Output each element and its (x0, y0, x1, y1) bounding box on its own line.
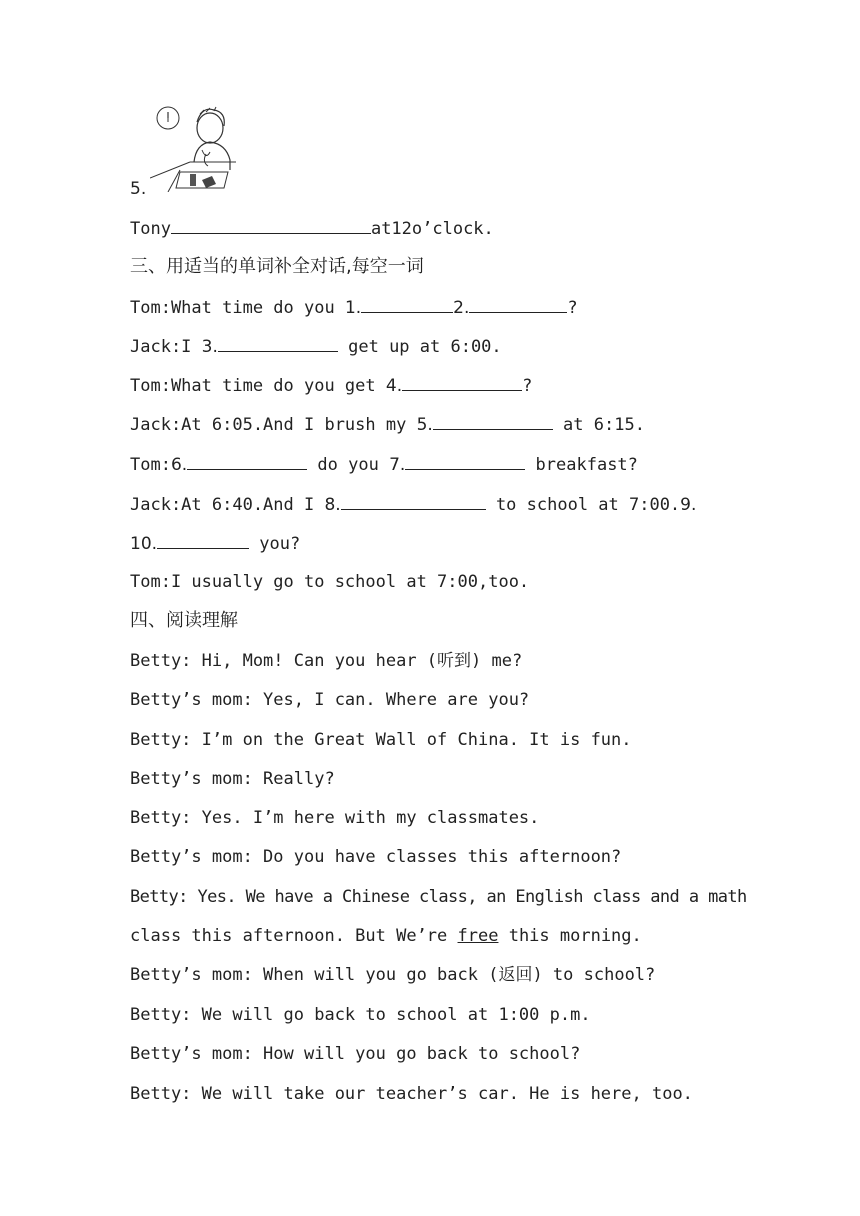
dialogue-text: Tom: (130, 455, 171, 475)
answer-blank-7[interactable] (405, 453, 525, 470)
reading-line-free (130, 925, 642, 947)
answer-blank-2[interactable] (469, 296, 567, 313)
answer-blank-1[interactable] (361, 296, 453, 313)
dialogue-line-3 (130, 374, 532, 397)
dialogue-line-1 (130, 296, 578, 319)
reading-line: Betty’s mom: Yes, I can. Where are you? (130, 690, 530, 710)
answer-blank-6[interactable] (187, 453, 307, 470)
reading-line: Betty: Hi, Mom! Can you hear (听到) me? (130, 651, 523, 671)
dialogue-line-6 (130, 493, 696, 516)
blank-number: 10. (130, 534, 158, 554)
blank-number: 4. (385, 376, 403, 396)
reading-text: this morning. (498, 926, 642, 946)
reading-line: Betty: Yes. I’m here with my classmates. (130, 808, 540, 828)
reading-line: Betty’s mom: Do you have classes this afternoon? (130, 847, 622, 867)
blank-number: 2. (453, 298, 470, 318)
q5-text-end: at12o’clock. (370, 219, 494, 239)
dialogue-text: breakfast? (525, 455, 638, 475)
answer-blank-9-10[interactable] (157, 532, 249, 549)
blank-number: 5. (416, 415, 433, 435)
blank-number: 3. (201, 337, 218, 357)
dialogue-text: Jack:At 6:05.And I brush my (130, 415, 417, 435)
dialogue-text: ? (567, 298, 578, 318)
underlined-word: free (457, 926, 499, 946)
dialogue-text: Tom:What time do you (130, 298, 345, 318)
reading-line: Betty’s mom: How will you go back to school? (130, 1044, 581, 1064)
reading-line: Betty’s mom: Really? (130, 769, 335, 789)
answer-blank-4[interactable] (402, 374, 522, 391)
dialogue-line-7 (130, 532, 300, 555)
dialogue-text: you? (249, 534, 301, 554)
dialogue-text: ? (522, 376, 533, 396)
blank-number: 6. (170, 455, 188, 475)
reading-line: Betty: I’m on the Great Wall of China. It is fun. (130, 730, 632, 750)
dialogue-line-4 (130, 413, 645, 436)
reading-text: class this afternoon. But We’re (130, 926, 458, 946)
dialogue-text: get up at 6:00. (337, 337, 502, 357)
reading-line: Betty: We will go back to school at 1:00 p.m. (130, 1005, 591, 1025)
blank-number: 1. (344, 298, 362, 318)
answer-blank-3[interactable] (218, 335, 338, 352)
reading-line: Betty’s mom: When will you go back (返回) to school? (130, 965, 656, 985)
dialogue-text: do you (307, 455, 390, 475)
dialogue-text: to school at 7:00. (485, 495, 681, 515)
q5-text-start: Tony (130, 219, 171, 239)
dialogue-text: Jack:I (130, 337, 202, 357)
boy-eating-illustration (150, 100, 240, 192)
blank-number: 9. (680, 495, 697, 515)
blank-number: 7. (389, 455, 406, 475)
dialogue-text: Jack:At 6:40.And I (130, 495, 325, 515)
question-5-line (130, 217, 494, 240)
reading-line: Betty: Yes. We have a Chinese class, an English class and a math (130, 887, 747, 907)
section-3-title: 三、用适当的单词补全对话,每空一词 (130, 256, 424, 277)
dialogue-text: at 6:15. (552, 415, 645, 435)
question-number: 5. (130, 179, 147, 199)
dialogue-line-5 (130, 453, 638, 476)
answer-blank-5[interactable] (433, 413, 553, 430)
dialogue-line-8: Tom:I usually go to school at 7:00,too. (130, 572, 530, 592)
blank-number: 8. (324, 495, 341, 515)
reading-line: Betty: We will take our teacher’s car. He is here, too. (130, 1084, 693, 1104)
dialogue-text: Tom:What time do you get (130, 376, 386, 396)
question-5-number (130, 178, 146, 200)
section-4-title: 四、阅读理解 (130, 610, 238, 631)
answer-blank-8[interactable] (341, 493, 486, 510)
answer-blank[interactable] (171, 217, 371, 234)
dialogue-line-2 (130, 335, 502, 358)
